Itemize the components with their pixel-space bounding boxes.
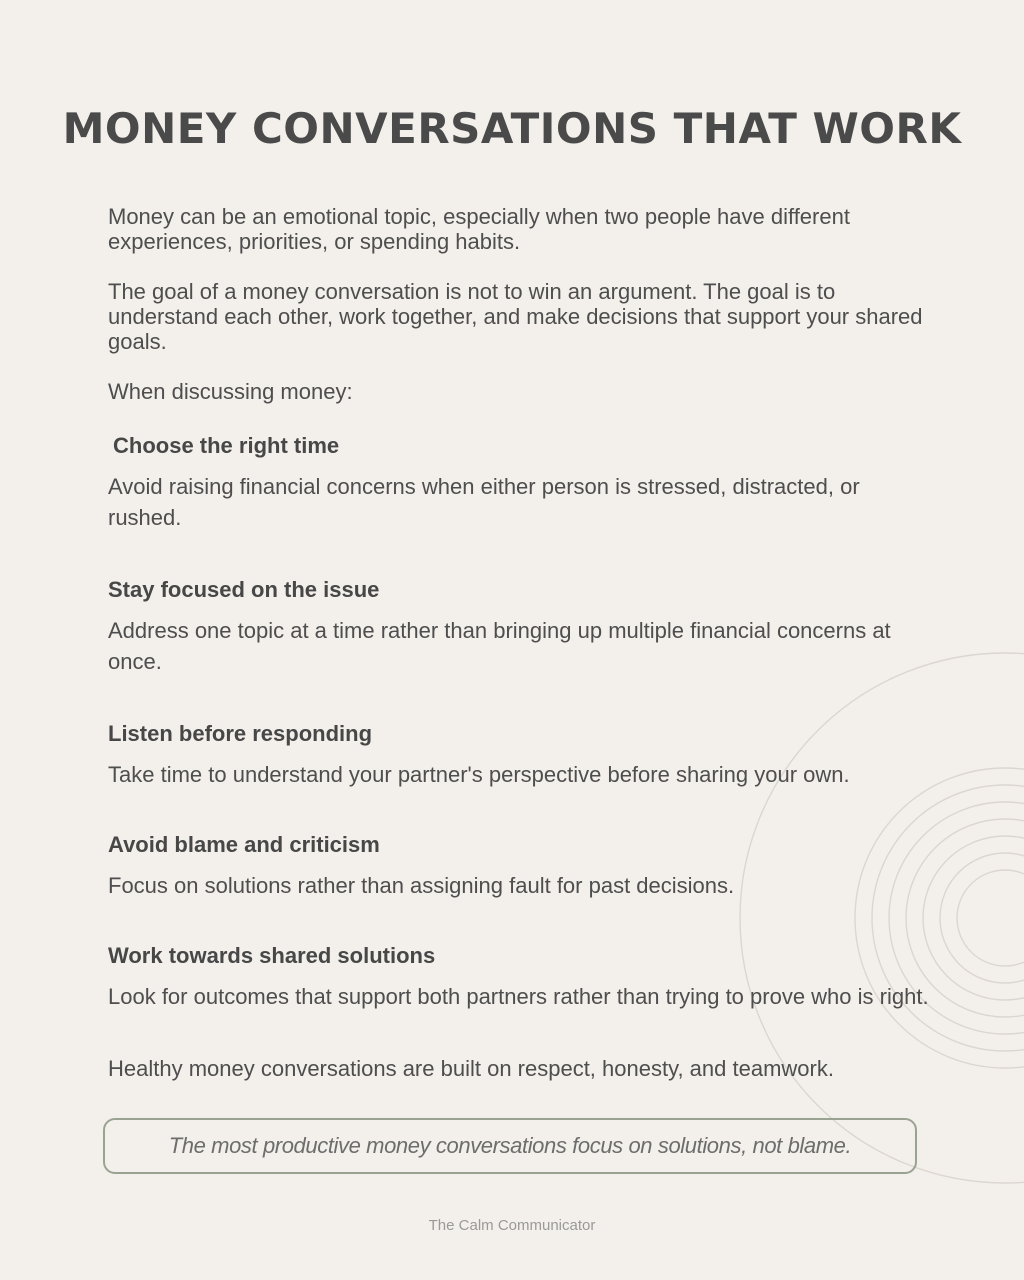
footer-brand: The Calm Communicator bbox=[428, 1217, 596, 1234]
tip-heading: Avoid blame and criticism bbox=[108, 832, 380, 857]
tip-heading: Stay focused on the issue bbox=[108, 577, 380, 602]
closing-statement: Healthy money conversations are built on respect, honesty, and teamwork. bbox=[108, 1056, 834, 1081]
tip-body: Focus on solutions rather than assigning fault for past decisions. bbox=[108, 873, 735, 898]
callout-quote: The most productive money conversations focus on solutions, not blame. bbox=[168, 1133, 852, 1158]
intro-lead-in: When discussing money: bbox=[108, 379, 353, 404]
tip-choose-right-time bbox=[108, 433, 938, 533]
tip-heading: Choose the right time bbox=[113, 433, 340, 458]
tip-body: Address one topic at a time rather than bringing up multiple financial concerns at once. bbox=[108, 618, 891, 674]
tip-listen-before-responding bbox=[108, 721, 938, 790]
intro-paragraph: Money can be an emotional topic, especially when two people have different experiences, priorities, or spending habits. bbox=[108, 204, 850, 254]
tip-avoid-blame bbox=[108, 832, 938, 901]
intro-paragraph: The goal of a money conversation is not to win an argument. The goal is to understand each other, work together, and make decisions that support your shared goals. bbox=[108, 279, 923, 354]
tip-body: Look for outcomes that support both partners rather than trying to prove who is right. bbox=[108, 984, 929, 1009]
tip-shared-solutions bbox=[108, 943, 938, 1012]
article-body bbox=[108, 204, 938, 1082]
tip-heading: Listen before responding bbox=[108, 721, 373, 746]
tip-body: Avoid raising financial concerns when either person is stressed, distracted, or rushed. bbox=[108, 474, 860, 530]
tip-body: Take time to understand your partner's perspective before sharing your own. bbox=[108, 762, 850, 787]
page-title: MONEY CONVERSATIONS THAT WORK bbox=[62, 104, 962, 153]
tip-heading: Work towards shared solutions bbox=[108, 943, 436, 968]
tip-stay-focused bbox=[108, 577, 938, 677]
callout-box bbox=[103, 1118, 917, 1174]
